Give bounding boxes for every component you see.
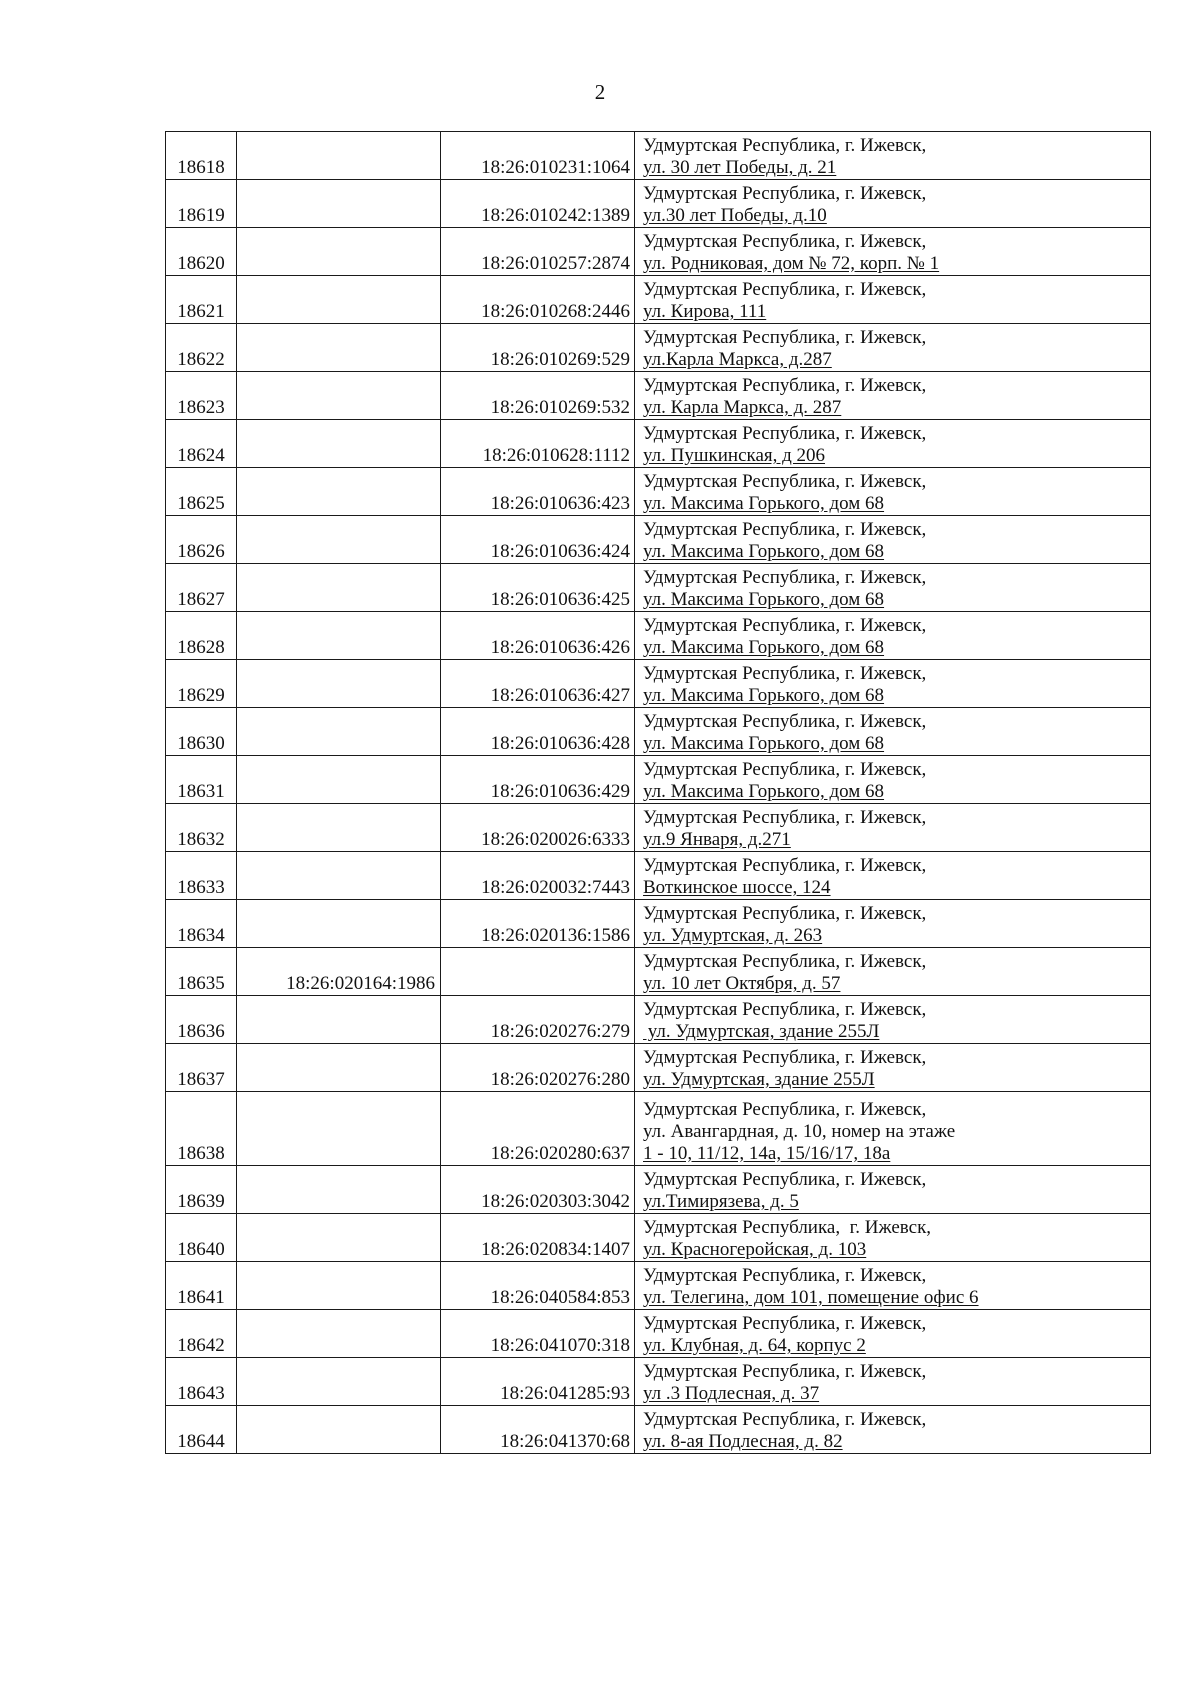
row-number-cell: 18631 [166, 756, 237, 804]
cadastral-number-2-cell: 18:26:020276:280 [441, 1044, 635, 1092]
cadastral-number-2-cell: 18:26:041285:93 [441, 1358, 635, 1406]
table-row [166, 228, 1151, 276]
address-line: Воткинское шоссе, 124 [643, 877, 831, 898]
cadastral-number-2-cell: 18:26:020276:279 [441, 996, 635, 1044]
address-line: Удмуртская Республика, г. Ижевск, [643, 231, 927, 252]
row-number-cell: 18642 [166, 1310, 237, 1358]
address-line: Удмуртская Республика, г. Ижевск, [643, 999, 927, 1020]
table-row [166, 900, 1151, 948]
address-line: ул. Родниковая, дом № 72, корп. № 1 [643, 253, 940, 274]
address-line: ул. Карла Маркса, д. 287 [643, 397, 842, 418]
row-number-cell: 18640 [166, 1214, 237, 1262]
table-row [166, 468, 1151, 516]
cadastral-number-2-cell: 18:26:010268:2446 [441, 276, 635, 324]
cadastral-number-1-cell [237, 372, 441, 420]
address-line: Удмуртская Республика, г. Ижевск, [643, 1361, 927, 1382]
address-line: Удмуртская Республика, г. Ижевск, [643, 375, 927, 396]
address-cell [635, 996, 1151, 1044]
table-row [166, 276, 1151, 324]
row-number-cell: 18619 [166, 180, 237, 228]
cadastral-number-2-cell: 18:26:020032:7443 [441, 852, 635, 900]
address-cell [635, 948, 1151, 996]
cadastral-number-1-cell [237, 1092, 441, 1166]
cadastral-number-2-cell: 18:26:010269:529 [441, 324, 635, 372]
cadastral-number-1-cell [237, 180, 441, 228]
cadastral-number-2-cell: 18:26:010257:2874 [441, 228, 635, 276]
cadastral-number-1-cell [237, 660, 441, 708]
address-line: Удмуртская Республика, г. Ижевск, [643, 1409, 927, 1430]
address-line: Удмуртская Республика, г. Ижевск, [643, 279, 927, 300]
address-line: Удмуртская Республика, г. Ижевск, [643, 855, 927, 876]
cadastral-number-1-cell [237, 708, 441, 756]
address-cell [635, 612, 1151, 660]
address-line: Удмуртская Республика, г. Ижевск, [643, 183, 927, 204]
address-line: ул.Тимирязева, д. 5 [643, 1191, 799, 1212]
cadastral-number-1-cell [237, 612, 441, 660]
row-number-cell: 18625 [166, 468, 237, 516]
cadastral-number-1-cell [237, 756, 441, 804]
address-cell [635, 852, 1151, 900]
cadastral-number-1-cell [237, 804, 441, 852]
address-cell [635, 420, 1151, 468]
page-number: 2 [594, 80, 606, 104]
address-line: Удмуртская Республика, г. Ижевск, [643, 1099, 927, 1120]
row-number-cell: 18637 [166, 1044, 237, 1092]
row-number-cell: 18628 [166, 612, 237, 660]
address-line: ул. Телегина, дом 101, помещение офис 6 [643, 1287, 979, 1308]
table-row [166, 756, 1151, 804]
table-row [166, 1262, 1151, 1310]
row-number-cell: 18624 [166, 420, 237, 468]
address-line: ул. Максима Горького, дом 68 [643, 637, 885, 658]
table-row [166, 1166, 1151, 1214]
row-number-cell: 18620 [166, 228, 237, 276]
row-number-cell: 18621 [166, 276, 237, 324]
address-line: Удмуртская Республика, г. Ижевск, [643, 759, 927, 780]
address-cell [635, 564, 1151, 612]
address-line: ул. Максима Горького, дом 68 [643, 541, 885, 562]
address-cell [635, 468, 1151, 516]
address-line: ул. Максима Горького, дом 68 [643, 493, 885, 514]
registry-table-body [166, 132, 1151, 1454]
cadastral-number-1-cell [237, 1214, 441, 1262]
cadastral-number-1-cell [237, 900, 441, 948]
address-line: ул .3 Подлесная, д. 37 [643, 1383, 820, 1404]
table-row [166, 180, 1151, 228]
row-number-cell: 18632 [166, 804, 237, 852]
cadastral-number-2-cell: 18:26:041370:68 [441, 1406, 635, 1454]
table-row [166, 1358, 1151, 1406]
row-number-cell: 18618 [166, 132, 237, 180]
address-line: Удмуртская Республика, г. Ижевск, [643, 519, 927, 540]
registry-table [165, 131, 1151, 1454]
address-cell [635, 276, 1151, 324]
address-cell [635, 180, 1151, 228]
address-line: ул.30 лет Победы, д.10 [643, 205, 827, 226]
address-cell [635, 372, 1151, 420]
cadastral-number-1-cell [237, 1044, 441, 1092]
table-row [166, 708, 1151, 756]
table-row [166, 1044, 1151, 1092]
address-line: Удмуртская Республика, г. Ижевск, [643, 951, 927, 972]
cadastral-number-2-cell: 18:26:010636:425 [441, 564, 635, 612]
address-line: ул. Удмуртская, здание 255Л [643, 1021, 880, 1042]
cadastral-number-1-cell [237, 468, 441, 516]
table-row [166, 1406, 1151, 1454]
address-cell [635, 1406, 1151, 1454]
address-cell [635, 516, 1151, 564]
cadastral-number-2-cell: 18:26:010242:1389 [441, 180, 635, 228]
address-cell [635, 132, 1151, 180]
cadastral-number-2-cell: 18:26:020834:1407 [441, 1214, 635, 1262]
row-number-cell: 18627 [166, 564, 237, 612]
cadastral-number-2-cell: 18:26:041070:318 [441, 1310, 635, 1358]
table-row [166, 612, 1151, 660]
cadastral-number-1-cell [237, 996, 441, 1044]
address-line: Удмуртская Республика, г. Ижевск, [643, 903, 927, 924]
address-cell [635, 1092, 1151, 1166]
address-cell [635, 1044, 1151, 1092]
cadastral-number-1-cell [237, 564, 441, 612]
cadastral-number-2-cell: 18:26:010628:1112 [441, 420, 635, 468]
row-number-cell: 18643 [166, 1358, 237, 1406]
address-cell [635, 708, 1151, 756]
address-cell [635, 324, 1151, 372]
table-row [166, 516, 1151, 564]
row-number-cell: 18623 [166, 372, 237, 420]
address-line: ул.Карла Маркса, д.287 [643, 349, 832, 370]
cadastral-number-2-cell: 18:26:020026:6333 [441, 804, 635, 852]
table-row [166, 372, 1151, 420]
address-line: Удмуртская Республика, г. Ижевск, [643, 567, 927, 588]
address-cell [635, 900, 1151, 948]
row-number-cell: 18635 [166, 948, 237, 996]
table-row [166, 948, 1151, 996]
address-line: Удмуртская Республика, г. Ижевск, [643, 1265, 927, 1286]
cadastral-number-2-cell: 18:26:020303:3042 [441, 1166, 635, 1214]
cadastral-number-1-cell [237, 132, 441, 180]
table-row [166, 804, 1151, 852]
cadastral-number-1-cell [237, 324, 441, 372]
address-cell [635, 228, 1151, 276]
address-line: ул. Максима Горького, дом 68 [643, 685, 885, 706]
address-cell [635, 1310, 1151, 1358]
cadastral-number-1-cell [237, 276, 441, 324]
row-number-cell: 18638 [166, 1092, 237, 1166]
address-cell [635, 804, 1151, 852]
address-cell [635, 1262, 1151, 1310]
row-number-cell: 18634 [166, 900, 237, 948]
cadastral-number-1-cell [237, 1358, 441, 1406]
row-number-cell: 18630 [166, 708, 237, 756]
row-number-cell: 18644 [166, 1406, 237, 1454]
cadastral-number-1-cell [237, 228, 441, 276]
cadastral-number-1-cell [237, 1166, 441, 1214]
table-row [166, 324, 1151, 372]
address-cell [635, 1166, 1151, 1214]
address-line: Удмуртская Республика, г. Ижевск, [643, 135, 927, 156]
address-line: 1 - 10, 11/12, 14а, 15/16/17, 18а [643, 1143, 891, 1164]
address-line: ул.9 Января, д.271 [643, 829, 791, 850]
address-line: Удмуртская Республика, г. Ижевск, [643, 471, 927, 492]
table-row [166, 564, 1151, 612]
row-number-cell: 18622 [166, 324, 237, 372]
cadastral-number-2-cell: 18:26:010636:426 [441, 612, 635, 660]
cadastral-number-2-cell: 18:26:010231:1064 [441, 132, 635, 180]
table-row [166, 132, 1151, 180]
row-number-cell: 18629 [166, 660, 237, 708]
address-line: Удмуртская Республика, г. Ижевск, [643, 615, 927, 636]
address-line: ул. 8-ая Подлесная, д. 82 [643, 1431, 843, 1452]
address-line: ул. Максима Горького, дом 68 [643, 733, 885, 754]
address-line: ул. Красногеройская, д. 103 [643, 1239, 867, 1260]
cadastral-number-1-cell: 18:26:020164:1986 [237, 948, 441, 996]
row-number-cell: 18626 [166, 516, 237, 564]
address-line: ул. Максима Горького, дом 68 [643, 589, 885, 610]
cadastral-number-2-cell: 18:26:020136:1586 [441, 900, 635, 948]
cadastral-number-2-cell: 18:26:010636:423 [441, 468, 635, 516]
address-line: ул. Клубная, д. 64, корпус 2 [643, 1335, 866, 1356]
table-row [166, 660, 1151, 708]
cadastral-number-2-cell: 18:26:020280:637 [441, 1092, 635, 1166]
address-line: ул. Максима Горького, дом 68 [643, 781, 885, 802]
table-row [166, 996, 1151, 1044]
address-line: Удмуртская Республика, г. Ижевск, [643, 807, 927, 828]
address-line: Удмуртская Республика, г. Ижевск, [643, 1047, 927, 1068]
address-line: Удмуртская Республика, г. Ижевск, [643, 711, 927, 732]
address-line: ул. 30 лет Победы, д. 21 [643, 157, 837, 178]
cadastral-number-1-cell [237, 420, 441, 468]
cadastral-number-1-cell [237, 516, 441, 564]
cadastral-number-2-cell: 18:26:010636:428 [441, 708, 635, 756]
row-number-cell: 18636 [166, 996, 237, 1044]
cadastral-number-1-cell [237, 852, 441, 900]
row-number-cell: 18639 [166, 1166, 237, 1214]
table-row [166, 420, 1151, 468]
address-line: ул. Кирова, 111 [643, 301, 767, 322]
table-row [166, 1310, 1151, 1358]
cadastral-number-1-cell [237, 1406, 441, 1454]
table-row [166, 852, 1151, 900]
row-number-cell: 18633 [166, 852, 237, 900]
row-number-cell: 18641 [166, 1262, 237, 1310]
table-row [166, 1092, 1151, 1166]
cadastral-number-1-cell [237, 1310, 441, 1358]
address-cell [635, 1214, 1151, 1262]
cadastral-number-2-cell: 18:26:010636:429 [441, 756, 635, 804]
address-line: Удмуртская Республика, г. Ижевск, [643, 663, 927, 684]
address-line: ул. Удмуртская, здание 255Л [643, 1069, 875, 1090]
table-row [166, 1214, 1151, 1262]
address-line: ул. Пушкинская, д 206 [643, 445, 826, 466]
address-line: Удмуртская Республика, г. Ижевск, [643, 327, 927, 348]
address-line: Удмуртская Республика, г. Ижевск, [643, 1313, 927, 1334]
address-line: Удмуртская Республика, г. Ижевск, [643, 423, 927, 444]
cadastral-number-2-cell: 18:26:010269:532 [441, 372, 635, 420]
address-cell [635, 1358, 1151, 1406]
address-cell [635, 756, 1151, 804]
address-line: Удмуртская Республика, г. Ижевск, [643, 1217, 932, 1238]
address-line: ул. Авангардная, д. 10, номер на этаже [643, 1121, 956, 1142]
address-line: Удмуртская Республика, г. Ижевск, [643, 1169, 927, 1190]
cadastral-number-2-cell [441, 948, 635, 996]
cadastral-number-2-cell: 18:26:010636:427 [441, 660, 635, 708]
cadastral-number-1-cell [237, 1262, 441, 1310]
address-cell [635, 660, 1151, 708]
address-line: ул. 10 лет Октября, д. 57 [643, 973, 841, 994]
cadastral-number-2-cell: 18:26:040584:853 [441, 1262, 635, 1310]
address-line: ул. Удмуртская, д. 263 [643, 925, 823, 946]
cadastral-number-2-cell: 18:26:010636:424 [441, 516, 635, 564]
